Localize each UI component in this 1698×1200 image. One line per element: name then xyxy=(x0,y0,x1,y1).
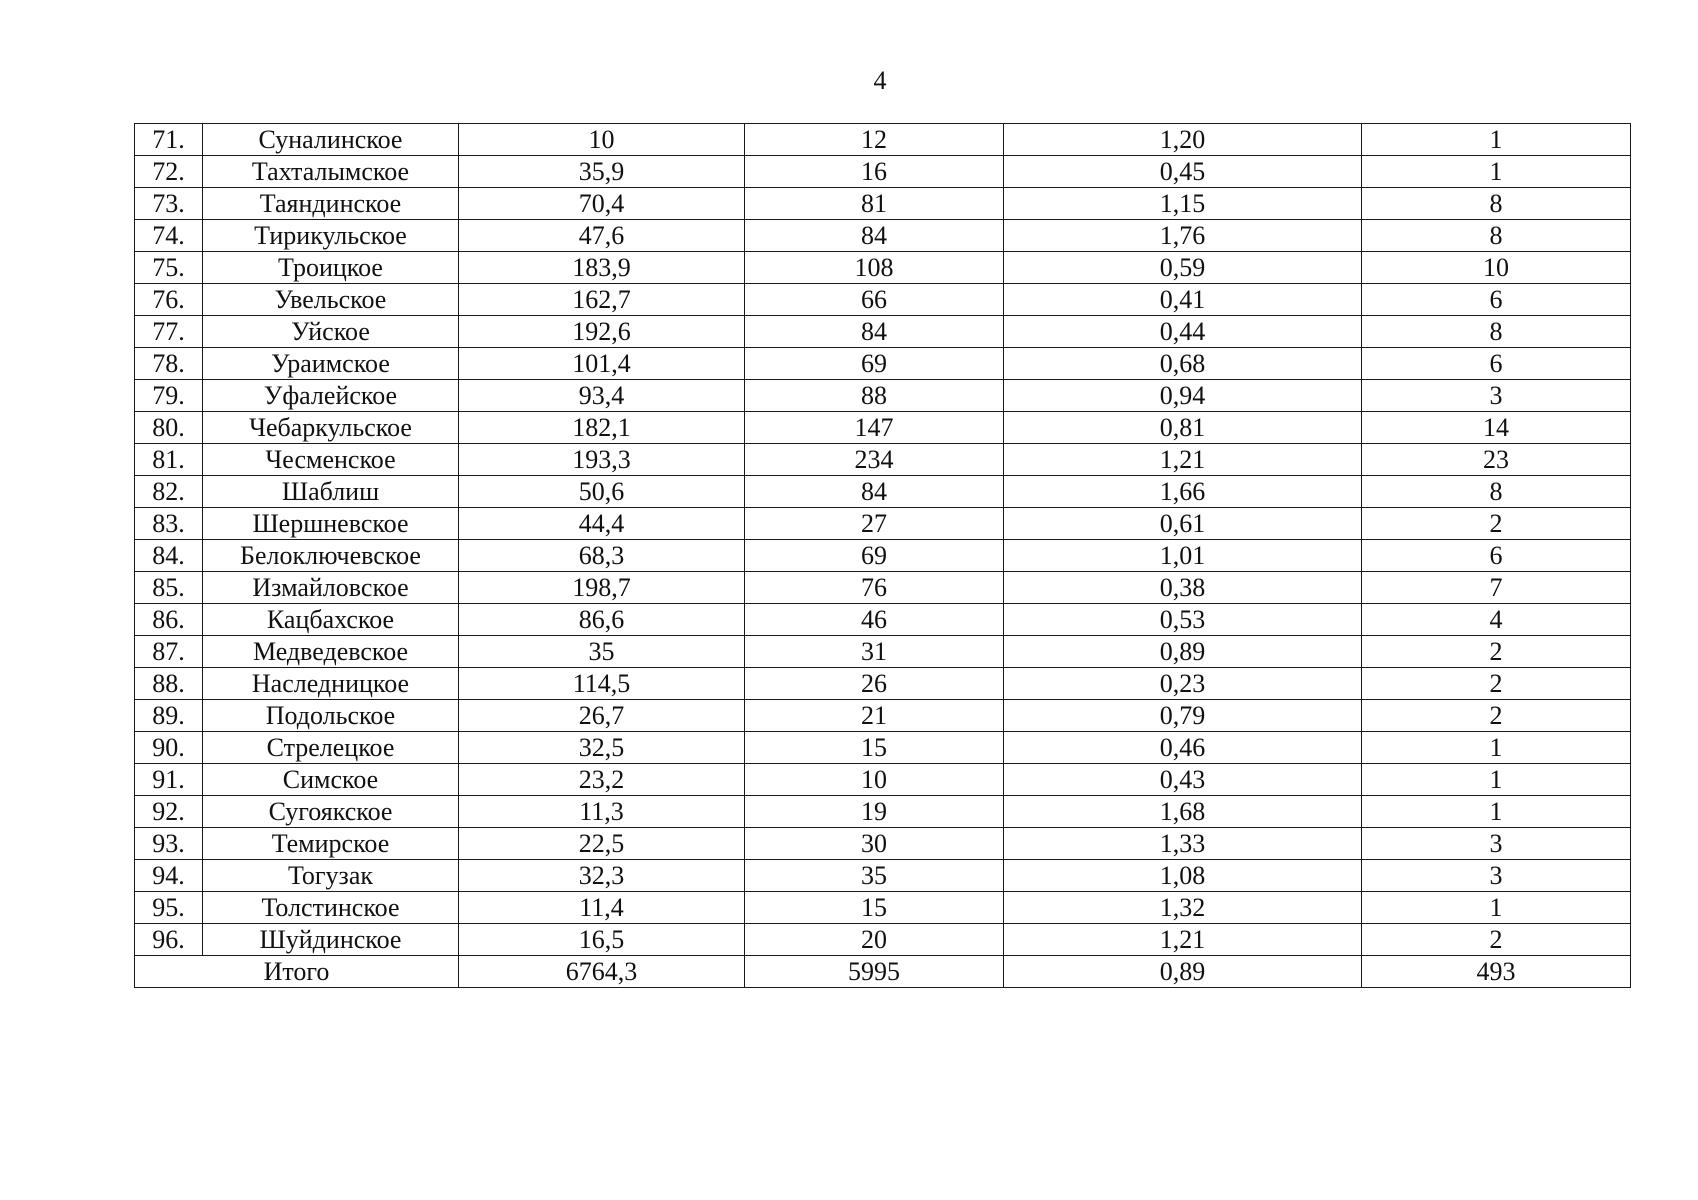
settlement-name-cell: Тогузак xyxy=(203,860,459,892)
row-number-cell: 74. xyxy=(135,220,203,252)
value-d-cell: 10 xyxy=(1362,252,1631,284)
value-b-cell: 30 xyxy=(745,828,1004,860)
settlement-name-cell: Троицкое xyxy=(203,252,459,284)
value-c-cell: 1,76 xyxy=(1004,220,1362,252)
row-number-cell: 73. xyxy=(135,188,203,220)
table-row xyxy=(135,220,1631,252)
value-a-cell: 23,2 xyxy=(459,764,745,796)
value-d-cell: 14 xyxy=(1362,412,1631,444)
value-c-cell: 0,23 xyxy=(1004,668,1362,700)
value-a-cell: 162,7 xyxy=(459,284,745,316)
value-c-cell: 1,33 xyxy=(1004,828,1362,860)
value-d-cell: 2 xyxy=(1362,668,1631,700)
row-number-cell: 90. xyxy=(135,732,203,764)
value-b-cell: 16 xyxy=(745,156,1004,188)
value-a-cell: 11,3 xyxy=(459,796,745,828)
row-number-cell: 77. xyxy=(135,316,203,348)
table-row xyxy=(135,572,1631,604)
value-b-cell: 26 xyxy=(745,668,1004,700)
table-row xyxy=(135,124,1631,156)
row-number-cell: 86. xyxy=(135,604,203,636)
value-c-cell: 0,38 xyxy=(1004,572,1362,604)
value-b-cell: 21 xyxy=(745,700,1004,732)
value-c-cell: 0,81 xyxy=(1004,412,1362,444)
table-row xyxy=(135,156,1631,188)
value-d-cell: 7 xyxy=(1362,572,1631,604)
settlement-name-cell: Темирское xyxy=(203,828,459,860)
table-row xyxy=(135,316,1631,348)
row-number-cell: 83. xyxy=(135,508,203,540)
total-row xyxy=(135,956,1631,988)
value-a-cell: 10 xyxy=(459,124,745,156)
table-row xyxy=(135,476,1631,508)
value-b-cell: 15 xyxy=(745,732,1004,764)
data-table xyxy=(134,123,1631,988)
settlement-name-cell: Белоключевское xyxy=(203,540,459,572)
settlement-name-cell: Таяндинское xyxy=(203,188,459,220)
settlement-name-cell: Наследницкое xyxy=(203,668,459,700)
row-number-cell: 91. xyxy=(135,764,203,796)
value-c-cell: 1,20 xyxy=(1004,124,1362,156)
row-number-cell: 94. xyxy=(135,860,203,892)
settlement-name-cell: Измайловское xyxy=(203,572,459,604)
value-a-cell: 35,9 xyxy=(459,156,745,188)
value-b-cell: 27 xyxy=(745,508,1004,540)
table-row xyxy=(135,188,1631,220)
value-c-cell: 1,32 xyxy=(1004,892,1362,924)
row-number-cell: 85. xyxy=(135,572,203,604)
value-d-cell: 1 xyxy=(1362,764,1631,796)
value-a-cell: 86,6 xyxy=(459,604,745,636)
value-d-cell: 6 xyxy=(1362,348,1631,380)
value-c-cell: 1,21 xyxy=(1004,924,1362,956)
value-a-cell: 47,6 xyxy=(459,220,745,252)
value-d-cell: 1 xyxy=(1362,892,1631,924)
value-a-cell: 192,6 xyxy=(459,316,745,348)
value-b-cell: 20 xyxy=(745,924,1004,956)
settlement-name-cell: Шершневское xyxy=(203,508,459,540)
value-b-cell: 84 xyxy=(745,220,1004,252)
row-number-cell: 75. xyxy=(135,252,203,284)
total-value-d-cell: 493 xyxy=(1362,956,1631,988)
value-c-cell: 0,43 xyxy=(1004,764,1362,796)
settlement-name-cell: Чесменское xyxy=(203,444,459,476)
value-d-cell: 8 xyxy=(1362,316,1631,348)
table-row xyxy=(135,604,1631,636)
value-a-cell: 68,3 xyxy=(459,540,745,572)
settlement-name-cell: Кацбахское xyxy=(203,604,459,636)
table-row xyxy=(135,700,1631,732)
value-c-cell: 1,15 xyxy=(1004,188,1362,220)
settlement-name-cell: Симское xyxy=(203,764,459,796)
row-number-cell: 79. xyxy=(135,380,203,412)
value-b-cell: 46 xyxy=(745,604,1004,636)
value-d-cell: 2 xyxy=(1362,508,1631,540)
table-row xyxy=(135,540,1631,572)
settlement-name-cell: Уйское xyxy=(203,316,459,348)
settlement-name-cell: Суналинское xyxy=(203,124,459,156)
table-row xyxy=(135,348,1631,380)
value-b-cell: 84 xyxy=(745,316,1004,348)
row-number-cell: 80. xyxy=(135,412,203,444)
value-a-cell: 44,4 xyxy=(459,508,745,540)
value-a-cell: 114,5 xyxy=(459,668,745,700)
value-b-cell: 15 xyxy=(745,892,1004,924)
table-row xyxy=(135,796,1631,828)
value-a-cell: 70,4 xyxy=(459,188,745,220)
value-c-cell: 1,21 xyxy=(1004,444,1362,476)
value-c-cell: 0,94 xyxy=(1004,380,1362,412)
value-d-cell: 1 xyxy=(1362,796,1631,828)
value-a-cell: 32,3 xyxy=(459,860,745,892)
value-c-cell: 1,68 xyxy=(1004,796,1362,828)
value-d-cell: 2 xyxy=(1362,636,1631,668)
value-b-cell: 147 xyxy=(745,412,1004,444)
value-c-cell: 0,53 xyxy=(1004,604,1362,636)
table-row xyxy=(135,764,1631,796)
settlement-name-cell: Шуйдинское xyxy=(203,924,459,956)
value-d-cell: 8 xyxy=(1362,188,1631,220)
row-number-cell: 95. xyxy=(135,892,203,924)
total-value-a-cell: 6764,3 xyxy=(459,956,745,988)
settlement-name-cell: Подольское xyxy=(203,700,459,732)
value-a-cell: 16,5 xyxy=(459,924,745,956)
value-c-cell: 0,59 xyxy=(1004,252,1362,284)
value-d-cell: 6 xyxy=(1362,540,1631,572)
row-number-cell: 88. xyxy=(135,668,203,700)
value-a-cell: 50,6 xyxy=(459,476,745,508)
value-b-cell: 88 xyxy=(745,380,1004,412)
value-b-cell: 31 xyxy=(745,636,1004,668)
value-c-cell: 0,61 xyxy=(1004,508,1362,540)
value-c-cell: 0,68 xyxy=(1004,348,1362,380)
table-row xyxy=(135,860,1631,892)
table-row xyxy=(135,668,1631,700)
total-value-c-cell: 0,89 xyxy=(1004,956,1362,988)
row-number-cell: 76. xyxy=(135,284,203,316)
value-d-cell: 3 xyxy=(1362,828,1631,860)
row-number-cell: 84. xyxy=(135,540,203,572)
table-row xyxy=(135,444,1631,476)
value-a-cell: 93,4 xyxy=(459,380,745,412)
value-d-cell: 8 xyxy=(1362,476,1631,508)
value-c-cell: 0,45 xyxy=(1004,156,1362,188)
settlement-name-cell: Сугоякское xyxy=(203,796,459,828)
value-d-cell: 8 xyxy=(1362,220,1631,252)
value-b-cell: 66 xyxy=(745,284,1004,316)
row-number-cell: 71. xyxy=(135,124,203,156)
settlement-name-cell: Толстинское xyxy=(203,892,459,924)
row-number-cell: 78. xyxy=(135,348,203,380)
table-row xyxy=(135,284,1631,316)
settlement-name-cell: Увельское xyxy=(203,284,459,316)
value-c-cell: 1,66 xyxy=(1004,476,1362,508)
value-d-cell: 6 xyxy=(1362,284,1631,316)
table-row xyxy=(135,252,1631,284)
value-d-cell: 4 xyxy=(1362,604,1631,636)
value-a-cell: 32,5 xyxy=(459,732,745,764)
table-row xyxy=(135,732,1631,764)
row-number-cell: 87. xyxy=(135,636,203,668)
settlement-name-cell: Чебаркульское xyxy=(203,412,459,444)
page-number: 4 xyxy=(873,66,887,95)
table-body xyxy=(135,124,1631,988)
value-c-cell: 0,79 xyxy=(1004,700,1362,732)
value-b-cell: 69 xyxy=(745,540,1004,572)
row-number-cell: 81. xyxy=(135,444,203,476)
value-a-cell: 198,7 xyxy=(459,572,745,604)
value-d-cell: 1 xyxy=(1362,124,1631,156)
value-c-cell: 0,46 xyxy=(1004,732,1362,764)
value-b-cell: 76 xyxy=(745,572,1004,604)
value-b-cell: 35 xyxy=(745,860,1004,892)
value-a-cell: 101,4 xyxy=(459,348,745,380)
value-d-cell: 23 xyxy=(1362,444,1631,476)
table-row xyxy=(135,828,1631,860)
row-number-cell: 82. xyxy=(135,476,203,508)
value-d-cell: 3 xyxy=(1362,860,1631,892)
row-number-cell: 72. xyxy=(135,156,203,188)
value-a-cell: 26,7 xyxy=(459,700,745,732)
value-b-cell: 69 xyxy=(745,348,1004,380)
row-number-cell: 92. xyxy=(135,796,203,828)
value-d-cell: 1 xyxy=(1362,732,1631,764)
value-b-cell: 84 xyxy=(745,476,1004,508)
value-d-cell: 1 xyxy=(1362,156,1631,188)
row-number-cell: 89. xyxy=(135,700,203,732)
value-d-cell: 2 xyxy=(1362,700,1631,732)
value-b-cell: 81 xyxy=(745,188,1004,220)
value-c-cell: 0,89 xyxy=(1004,636,1362,668)
value-c-cell: 0,44 xyxy=(1004,316,1362,348)
value-a-cell: 11,4 xyxy=(459,892,745,924)
value-a-cell: 182,1 xyxy=(459,412,745,444)
table-row xyxy=(135,380,1631,412)
settlement-name-cell: Ураимское xyxy=(203,348,459,380)
value-c-cell: 0,41 xyxy=(1004,284,1362,316)
total-value-b-cell: 5995 xyxy=(745,956,1004,988)
value-b-cell: 234 xyxy=(745,444,1004,476)
value-d-cell: 2 xyxy=(1362,924,1631,956)
value-c-cell: 1,08 xyxy=(1004,860,1362,892)
total-label-cell: Итого xyxy=(135,956,459,988)
table-row xyxy=(135,636,1631,668)
settlement-name-cell: Тирикульское xyxy=(203,220,459,252)
value-b-cell: 12 xyxy=(745,124,1004,156)
value-a-cell: 183,9 xyxy=(459,252,745,284)
value-a-cell: 22,5 xyxy=(459,828,745,860)
settlement-name-cell: Стрелецкое xyxy=(203,732,459,764)
settlement-name-cell: Тахталымское xyxy=(203,156,459,188)
settlement-name-cell: Шаблиш xyxy=(203,476,459,508)
value-c-cell: 1,01 xyxy=(1004,540,1362,572)
value-d-cell: 3 xyxy=(1362,380,1631,412)
settlement-name-cell: Медведевское xyxy=(203,636,459,668)
value-b-cell: 10 xyxy=(745,764,1004,796)
table-row xyxy=(135,924,1631,956)
row-number-cell: 96. xyxy=(135,924,203,956)
value-b-cell: 19 xyxy=(745,796,1004,828)
value-b-cell: 108 xyxy=(745,252,1004,284)
table-row xyxy=(135,412,1631,444)
table-row xyxy=(135,892,1631,924)
table-row xyxy=(135,508,1631,540)
value-a-cell: 35 xyxy=(459,636,745,668)
settlement-name-cell: Уфалейское xyxy=(203,380,459,412)
value-a-cell: 193,3 xyxy=(459,444,745,476)
row-number-cell: 93. xyxy=(135,828,203,860)
